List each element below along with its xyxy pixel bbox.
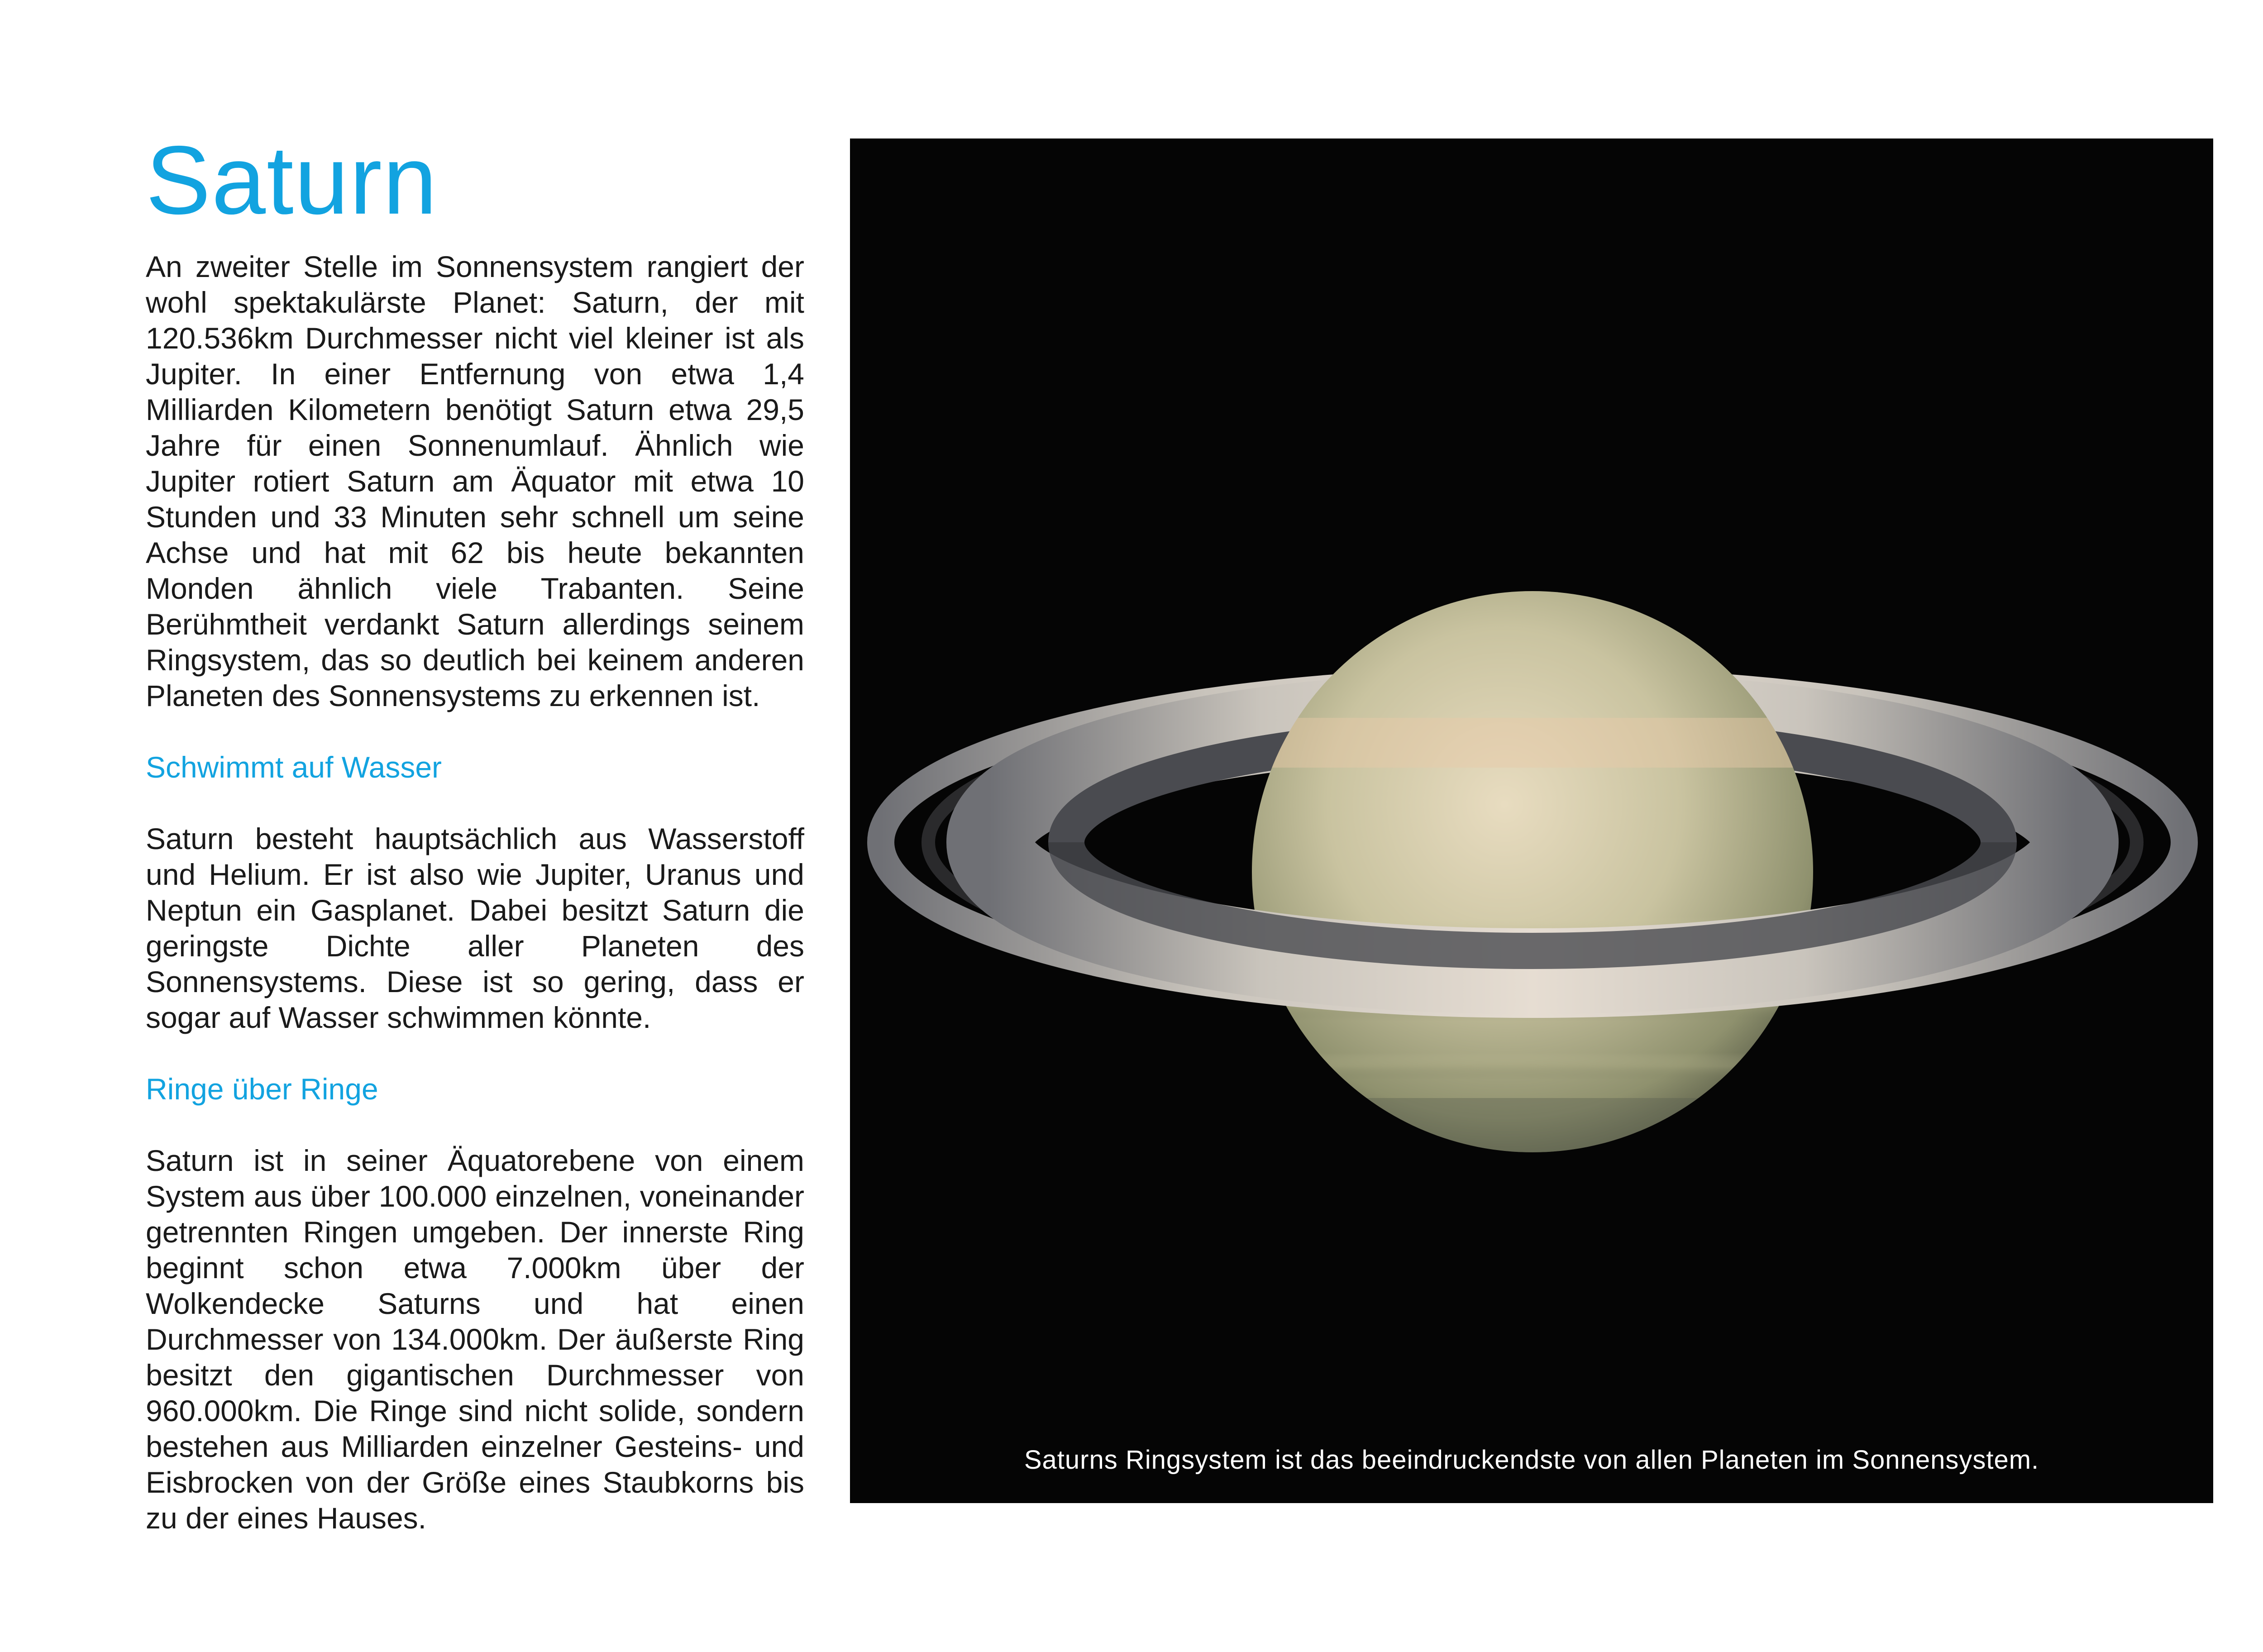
page-title: Saturn xyxy=(146,125,438,234)
article-text-column xyxy=(146,125,804,1536)
section-heading-schwimmt: Schwimmt auf Wasser xyxy=(146,750,442,784)
saturn-illustration xyxy=(850,138,2213,1503)
saturn-image-panel xyxy=(850,138,2213,1503)
section-body-ringe: Saturn ist in seiner Äquatorebene von einem System aus über 100.000 einzelnen, voneinander getrennten Ringen umgeben. Der innerste Ring beginnt schon etwa 7.000km über der Wolkendecke Saturns und hat einen Durchmesser von 134.000km. Der äußerste Ring besitzt den gigantischen Durchmesser von 960.000km. Die Ringe sind nicht solide, sondern bestehen aus Milliarden einzelner Gesteins- und Eisbrocken von der Größe eines Staubkorns bis zu der eines Hauses. xyxy=(146,1144,804,1535)
section-heading-ringe: Ringe über Ringe xyxy=(146,1072,378,1106)
intro-paragraph: An zweiter Stelle im Sonnensystem rangiert der wohl spektakulärste Planet: Saturn, der mit 120.536km Durchmesser nicht viel kleiner ist als Jupiter. In einer Entfernung von etwa 1,4 Milliarden Kilometern benötigt Saturn etwa 29,5 Jahre für einen Sonnenumlauf. Ähnlich wie Jupiter rotiert Saturn am Äquator mit etwa 10 Stunden und 33 Minuten sehr schnell um seine Achse und hat mit 62 bis heute bekannten Monden ähnlich viele Trabanten. Seine Berühmtheit verdankt Saturn allerdings seinem Ringsystem, das so deutlich bei keinem anderen Planeten des Sonnensystems zu erkennen ist. xyxy=(146,250,804,712)
section-body-schwimmt: Saturn besteht hauptsächlich aus Wasserstoff und Helium. Er ist also wie Jupiter, Uranus und Neptun ein Gasplanet. Dabei besitzt Saturn die geringste Dichte aller Planeten des Sonnensystems. Diese ist so gering, dass er sogar auf Wasser schwimmen könnte. xyxy=(146,822,804,1034)
image-caption: Saturns Ringsystem ist das beeindruckendste von allen Planeten im Sonnensystem. xyxy=(1024,1445,2039,1475)
